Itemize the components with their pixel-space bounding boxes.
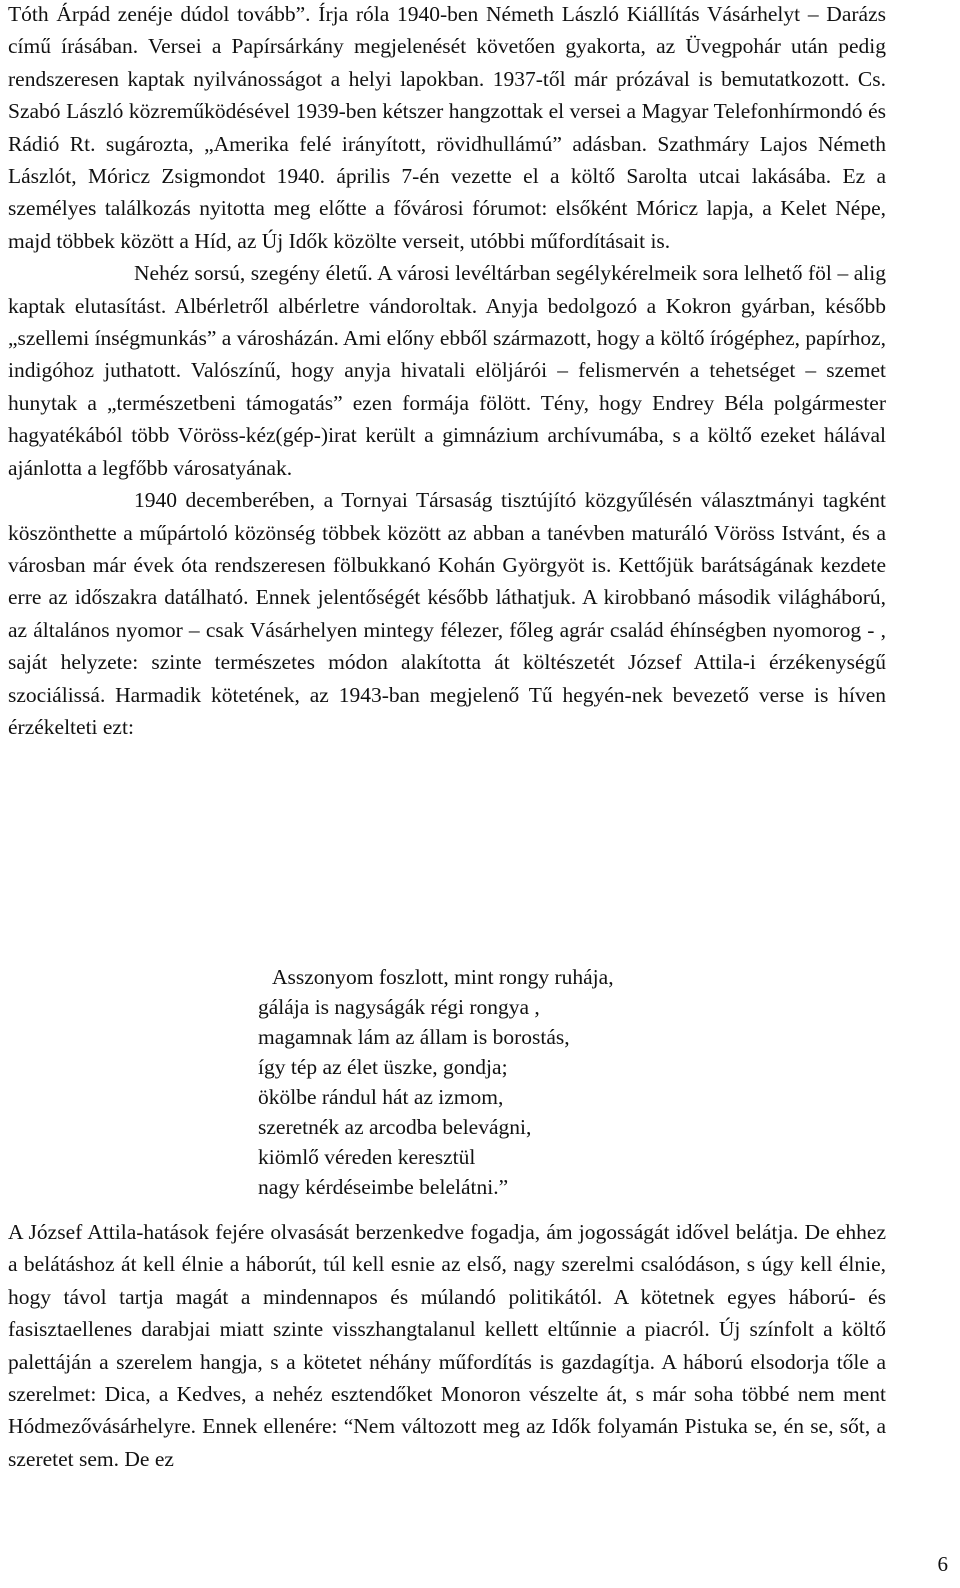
paragraph-after-poem: A József Attila-hatások fejére olvasását berzenkedve fogadja, ám jogosságát idővel belátja. De ehhez a belátáshoz át kell élnie a háborút, túl kell esnie az első, nagy szerelmi csalódáson, s úgy kell élnie, hogy távol tartja magát a mindennapos és múlandó politikától. A kötetnek egyes háború- és fasisztaellenes darabjai miatt szinte visszhangtalanul kellett eltűnnie a piacról. Új színfolt a költő palettáján a szerelem hangja, s a kötetet néhány műfordítás is gazdagítja. A háború elsodorja tőle a szerelmet: Dica, a Kedves, a nehéz esztendőket Monoron vészelte át, s már soha többé nem ment Hódmezővásárhelyre. Ennek ellenére: “Nem változott meg az Idők folyamán Pistuka se, én se, sőt, a szeretet sem. De ez [8,1220,886,1471]
poem-quote [258,962,614,1202]
poem-line: gálája is nagyságák régi rongya , [258,995,540,1019]
page-number: 6 [937,1552,948,1576]
body-text-top [8,0,886,743]
paragraph-1: Tóth Árpád zenéje dúdol tovább”. Írja róla 1940-ben Németh László Kiállítás Vásárhelyt – Darázs című írásában. Versei a Papírsárkány megjelenését követően gyakorta, az Üvegpohár után pedig rendszeresen kaptak nyilvánosságot a helyi lapokban. 1937-től már prózával is bemutatkozott. Cs. Szabó László közreműködésével 1939-ben kétszer hangzottak el versei a Magyar Telefonhírmondó és Rádió Rt. sugározta, „Amerika felé irányított, rövidhullámú” adásban. Szathmáry Lajos Németh Lászlót, Móricz Zsigmondot 1940. április 7-én vezette el a költő Sarolta utcai lakásába. Ez a személyes találkozás nyitotta meg előtte a fővárosi fórumot: elsőként Móricz lapja, a Kelet Népe, majd többek között a Híd, az Új Idők közölte verseit, utóbbi műfordításait is. [8,2,886,253]
paragraph-2: Nehéz sorsú, szegény életű. A városi levéltárban segélykérelmeik sora lelhető föl – alig kaptak elutasítást. Albérletről albérletre vándoroltak. Anyja bedolgozó a Kokron gyárban, később „szellemi ínségmunkás” a városházán. Ami előny ebből származott, hogy a költő írógéphez, papírhoz, indigóhoz juthatott. Valószínű, hogy anyja hivatali elöljárói – felismervén a tehetséget – szemet hunytak a „természetbeni támogatás” ezen formája fölött. Tény, hogy Endrey Béla polgármester hagyatékából több Vöröss-kéz(gép-)irat került a gimnázium archívumába, s a költő ezeket hálával ajánlotta a legfőbb városatyának. [8,261,886,480]
paragraph-3: 1940 decemberében, a Tornyai Társaság tisztújító közgyűlésén választmányi tagként köszönthette a műpártoló közönség többek között az abban a tanévben maturáló Vöröss Istvánt, és a városban már évek óta rendszeresen fölbukkanó Kohán Györgyöt is. Kettőjük barátságának kezdete erre az időszakra datálható. Ennek jelentőségét később láthatjuk. A kirobbanó második világháború, az általános nyomor – csak Vásárhelyen mintegy félezer, főleg agrár család éhínségben nyomorog - , saját helyzete: szinte természetes módon alakította át költészetét József Attila-i érzékenységű szociálissá. Harmadik kötetének, az 1943-ban megjelenő Tű hegyén-nek bevezető verse is híven érzékelteti ezt: [8,488,886,739]
poem-line: magamnak lám az állam is borostás, [258,1025,570,1049]
body-text-bottom [8,1216,886,1475]
poem-line: nagy kérdéseimbe belelátni.” [258,1175,509,1199]
poem-line: ökölbe rándul hát az izmom, [258,1085,504,1109]
poem-line: Asszonyom foszlott, mint rongy ruhája, [272,965,614,989]
poem-line: kiömlő véreden keresztül [258,1145,476,1169]
poem-line: szeretnék az arcodba belevágni, [258,1115,532,1139]
poem-line: így tép az élet üszke, gondja; [258,1055,508,1079]
